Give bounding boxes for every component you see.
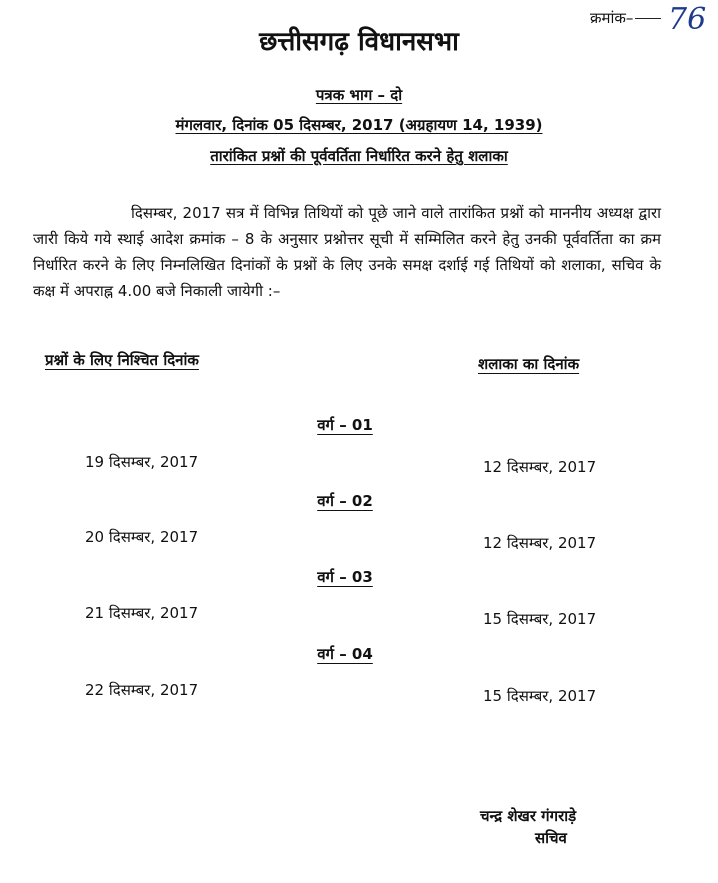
question-date: 19 दिसम्बर, 2017 — [85, 453, 199, 471]
lottery-date: 12 दिसम्बर, 2017 — [483, 534, 597, 552]
group-label: वर्ग – 01 — [317, 416, 373, 434]
signatory-name: चन्द्र शेखर गंगराड़े — [480, 807, 577, 825]
lottery-date: 15 दिसम्बर, 2017 — [483, 610, 597, 628]
serial-number-handwritten: 76 — [668, 2, 707, 37]
signatory-designation: सचिव — [535, 829, 567, 847]
column-header-question-date: प्रश्नों के लिए निश्चित दिनांक — [45, 351, 199, 369]
question-date: 20 दिसम्बर, 2017 — [85, 528, 199, 546]
subject-line: तारांकित प्रश्नों की पूर्ववर्तिता निर्धारित करने हेतु शलाका — [210, 147, 508, 165]
lottery-date: 15 दिसम्बर, 2017 — [483, 687, 597, 705]
group-label: वर्ग – 02 — [317, 492, 373, 510]
serial-label: क्रमांक– — [590, 8, 661, 28]
question-date: 21 दिसम्बर, 2017 — [85, 604, 199, 622]
body-paragraph: दिसम्बर, 2017 सत्र में विभिन्न तिथियों को पूछे जाने वाले तारांकित प्रश्नों को माननीय अध्यक्ष द्वारा जारी किये गये स्थाई आदेश क्रमांक – 8 के अनुसार प्रश्नोत्तर सूची में सम्मिलित करने हेतु उनकी पूर्ववर्तिता का क्रम निर्धारित करने के लिए निम्नलिखित दिनांकों के प्रश्नों के लिए उनके समक्ष दर्शाई गई तिथियों को शलाका, सचिव के कक्ष में अपराह्न 4.00 बजे निकाली जायेगी :– — [33, 204, 661, 300]
date-line: मंगलवार, दिनांक 05 दिसम्बर, 2017 (अग्रहायण 14, 1939) — [175, 116, 543, 134]
lottery-date: 12 दिसम्बर, 2017 — [483, 458, 597, 476]
group-label: वर्ग – 03 — [317, 568, 373, 586]
document-title: छत्तीसगढ़ विधानसभा — [259, 27, 459, 57]
question-date: 22 दिसम्बर, 2017 — [85, 681, 199, 699]
part-heading: पत्रक भाग – दो — [315, 86, 403, 104]
column-header-lottery-date: शलाका का दिनांक — [478, 355, 580, 373]
group-label: वर्ग – 04 — [317, 645, 373, 663]
